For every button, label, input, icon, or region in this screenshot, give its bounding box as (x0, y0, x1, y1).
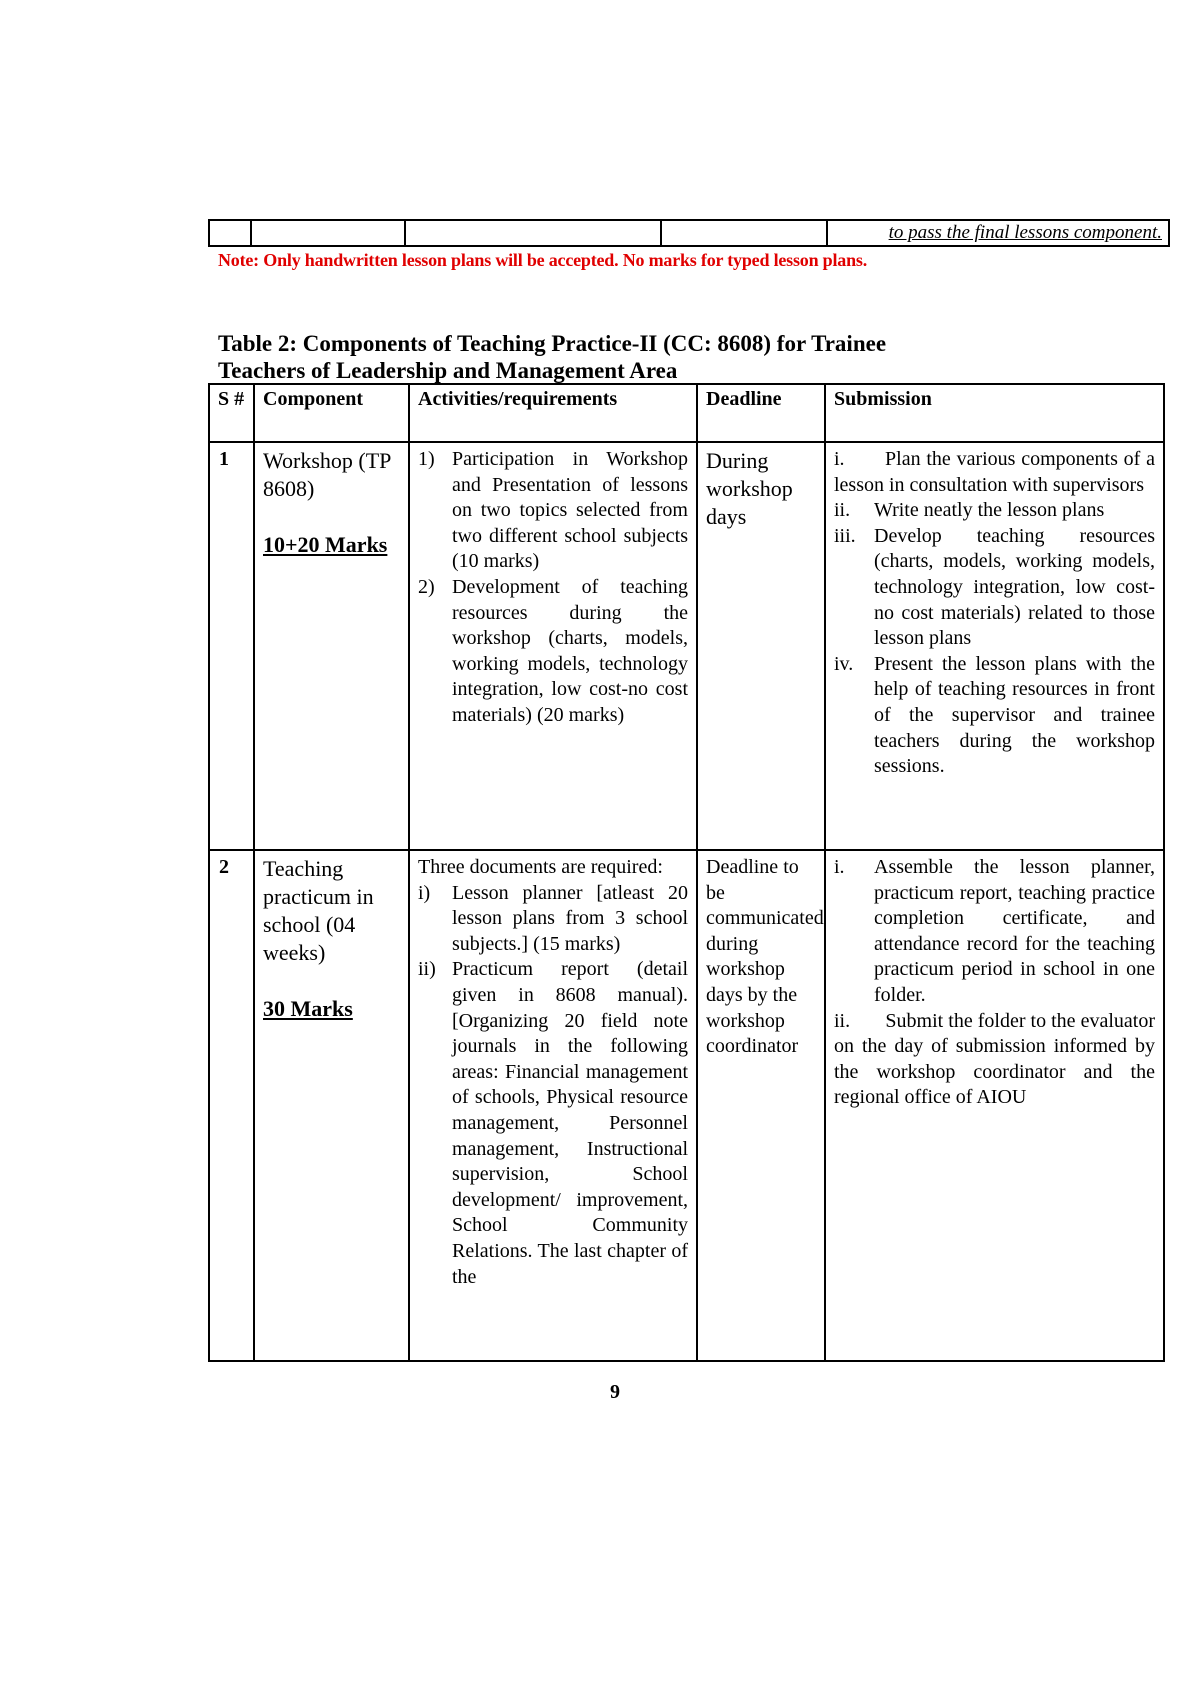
header-component: Component (254, 384, 409, 442)
activity-item: 1) Participation in Workshop and Presentation of lessons on two topics selected from two different school subjects (10 marks) (418, 448, 688, 573)
row-sn: 1 (209, 442, 254, 850)
components-table (208, 383, 1165, 1362)
previous-table-fragment (208, 219, 1170, 247)
fragment-last-cell: to pass the final lessons component. (827, 220, 1169, 246)
row-deadline: During workshop days (697, 442, 825, 850)
header-sn: S # (209, 384, 254, 442)
submission-item: iii. Develop teaching resources (charts, models, working models, technology integration, low cost-no cost materials) related to those lesson plans (834, 524, 1155, 650)
activities-intro: Three documents are required: (418, 856, 663, 878)
component-marks: 10+20 Marks (263, 532, 388, 557)
component-marks: 30 Marks (263, 996, 353, 1021)
row-activities (409, 850, 697, 1361)
row-activities (409, 442, 697, 850)
submission-item: iv. Present the lesson plans with the help of teaching resources in front of the supervisor and trainee teachers during the workshop sessions. (834, 652, 1155, 778)
row-component (254, 850, 409, 1361)
row-component (254, 442, 409, 850)
table-row (209, 442, 1164, 850)
submission-item: ii. Submit the folder to the evaluator on the day of submission informed by the workshop coordinator and the regional office of AIOU (834, 1009, 1156, 1109)
row-deadline: Deadline to be communicated during workshop days by the workshop coordinator (697, 850, 825, 1361)
component-name: Workshop (TP 8608) (263, 448, 391, 501)
activity-item: ii) Practicum report (detail given in 8608 manual). [Organizing 20 field note journals in the following areas: Financial management of schools, Physical resource management, Personnel management, Instructional supervision, School development/ improvement, School Community Relations. The last chapter of the (418, 958, 688, 1288)
handwritten-note: Note: Only handwritten lesson plans will be accepted. No marks for typed lesson plans. (218, 250, 868, 270)
submission-item: i. Assemble the lesson planner, practicum report, teaching practice completion certificate, and attendance record for the teaching practicum period in school in one folder. (834, 856, 1155, 1006)
header-submission: Submission (825, 384, 1164, 442)
header-deadline: Deadline (697, 384, 825, 442)
caption-line-1: Table 2: Components of Teaching Practice-II (CC: 8608) for Trainee (218, 331, 887, 356)
caption-line-2: Teachers of Leadership and Management Area (218, 358, 678, 383)
page-number: 9 (610, 1381, 620, 1403)
table-row (209, 850, 1164, 1361)
table-caption (218, 330, 886, 384)
activity-item: 2) Development of teaching resources during the workshop (charts, models, working models, technology integration, low cost-no cost materials) (20 marks) (418, 575, 688, 726)
row-submission (825, 442, 1164, 850)
row-sn: 2 (209, 850, 254, 1361)
table-header-row (209, 384, 1164, 442)
component-name: Teaching practicum in school (04 weeks) (263, 856, 374, 965)
activity-item: i) Lesson planner [atleast 20 lesson plans from 3 school subjects.] (15 marks) (418, 881, 688, 955)
submission-item: i. Plan the various components of a lesson in consultation with supervisors (834, 448, 1155, 496)
row-submission (825, 850, 1164, 1361)
header-activities: Activities/requirements (409, 384, 697, 442)
submission-item: ii. Write neatly the lesson plans (834, 499, 1105, 522)
